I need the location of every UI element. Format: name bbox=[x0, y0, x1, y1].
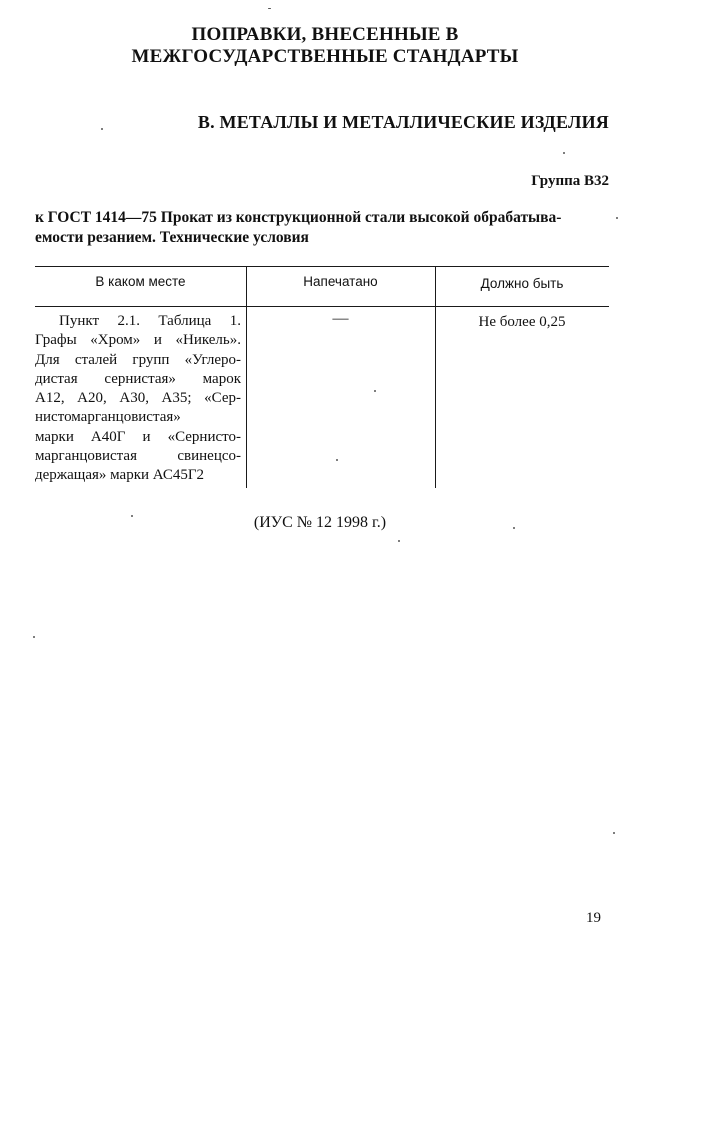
standard-title-line2: емости резанием. Технические условия bbox=[35, 229, 309, 246]
place-line: Пункт 2.1. Таблица 1. bbox=[59, 313, 241, 329]
scan-speck bbox=[131, 515, 133, 517]
scan-speck bbox=[616, 217, 618, 219]
place-line: Графы «Хром» и «Никель». bbox=[35, 332, 241, 349]
scan-speck bbox=[563, 152, 565, 154]
table-cell-place bbox=[35, 312, 241, 486]
place-line: нистомарганцовистая» bbox=[35, 409, 181, 426]
standard-title-line1: к ГОСТ 1414—75 Прокат из конструкционной стали высокой обрабатыва- bbox=[35, 209, 562, 226]
scan-speck bbox=[613, 832, 615, 834]
page-number: 19 bbox=[586, 910, 601, 926]
corrections-table bbox=[35, 266, 609, 488]
table-top-rule bbox=[35, 266, 609, 267]
scan-speck bbox=[33, 636, 35, 638]
standard-title bbox=[35, 208, 610, 248]
group-code: Группа В32 bbox=[531, 173, 609, 189]
section-heading: В. МЕТАЛЛЫ И МЕТАЛЛИЧЕСКИЕ ИЗДЕЛИЯ bbox=[197, 112, 609, 132]
table-cell-printed: — bbox=[332, 310, 349, 327]
table-column-divider bbox=[435, 266, 436, 488]
page-title-line1: ПОПРАВКИ, ВНЕСЕННЫЕ В bbox=[191, 24, 459, 45]
place-line: А12, А20, А30, А35; «Сер- bbox=[35, 390, 241, 407]
scan-speck bbox=[336, 459, 338, 461]
table-cell-should-be: Не более 0,25 bbox=[478, 314, 566, 330]
place-line: марганцовистая свинецсо- bbox=[35, 448, 241, 465]
place-line: марки А40Г и «Сернисто- bbox=[35, 428, 241, 445]
place-line: дистая сернистая» марок bbox=[35, 370, 241, 387]
place-line: Для сталей групп «Углеро- bbox=[35, 351, 241, 368]
column-header-printed: Напечатано bbox=[303, 274, 378, 289]
place-line: держащая» марки АС45Г2 bbox=[35, 467, 205, 484]
page-title-line2: МЕЖГОСУДАРСТВЕННЫЕ СТАНДАРТЫ bbox=[131, 46, 519, 67]
scan-speck bbox=[398, 540, 400, 542]
table-header-rule bbox=[35, 306, 609, 307]
scan-speck bbox=[513, 527, 515, 529]
table-column-divider bbox=[246, 266, 247, 488]
scan-speck bbox=[268, 8, 271, 9]
column-header-should-be: Должно быть bbox=[480, 276, 564, 291]
scan-speck bbox=[374, 390, 376, 392]
scan-speck bbox=[101, 128, 103, 130]
source-reference: (ИУС № 12 1998 г.) bbox=[253, 514, 387, 531]
column-header-place: В каком месте bbox=[95, 274, 186, 289]
